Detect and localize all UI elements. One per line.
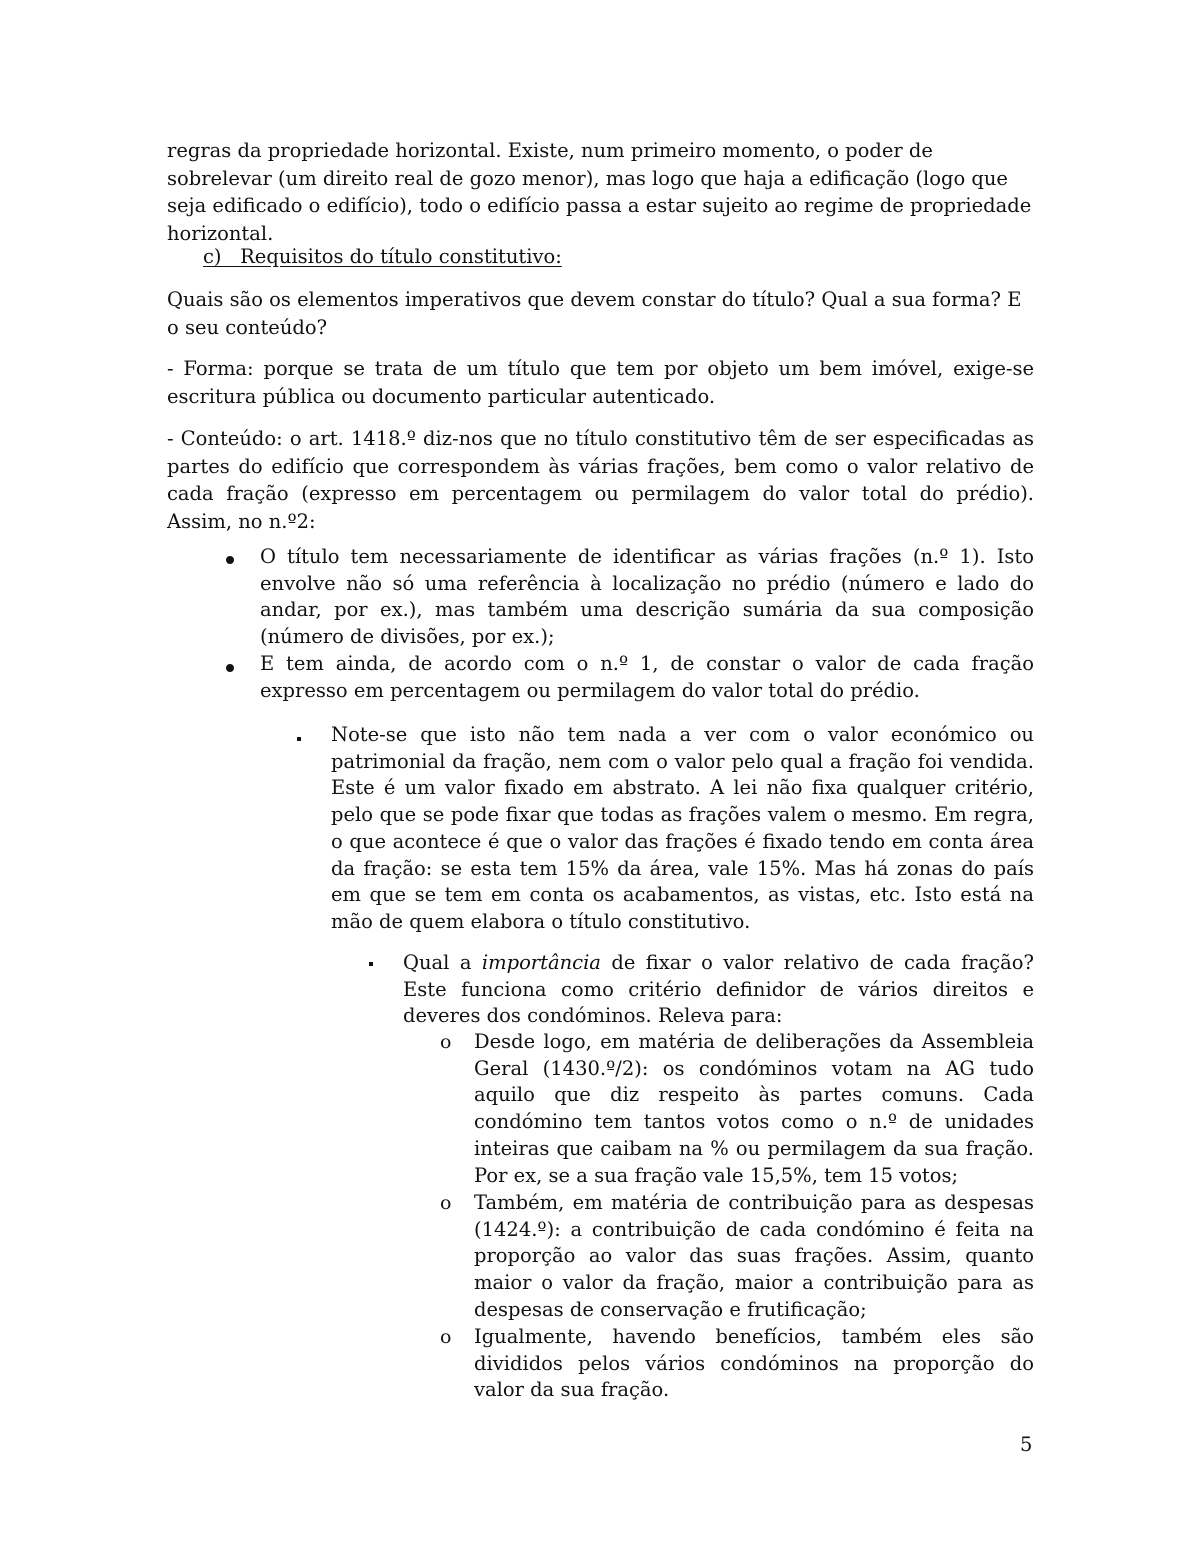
bullet-dot-icon xyxy=(226,556,234,564)
page-number: 5 xyxy=(1020,1433,1033,1456)
square-bullet-icon xyxy=(297,737,301,741)
sub-item-1: Desde logo, em matéria de deliberações da Assembleia Geral (1430.º/2): os condóminos votam na AG tudo aquilo que diz respeito às partes comuns. Cada condómino tem tantos votos como o n.º de unidades inteiras que caibam na % ou permilagem da sua fração. Por ex, se a sua fração vale 15,5%, tem 15 votos; xyxy=(474,1030,1034,1187)
question-paragraph: Quais são os elementos imperativos que devem constar do título? Qual a sua forma? E o seu conteúdo? xyxy=(167,288,1022,339)
importance-suffix: de fixar o valor relativo de cada fração? Este funciona como critério definidor de vários direitos e deveres dos condóminos. Releva para: xyxy=(403,951,1034,1028)
importance-emphasis: importância xyxy=(481,951,601,974)
bullet-item-2: E tem ainda, de acordo com o n.º 1, de constar o valor de cada fração expresso em percentagem ou permilagem do valor total do prédio. xyxy=(260,652,1034,702)
conteudo-paragraph: - Conteúdo: o art. 1418.º diz-nos que no título constitutivo têm de ser especificadas as partes do edifício que correspondem às várias frações, bem como o valor relativo de cada fração (expresso em percentagem ou permilagem do valor total do prédio). Assim, no n.º2: xyxy=(167,427,1034,533)
sub-item-3: Igualmente, havendo benefícios, também eles são divididos pelos vários condóminos na proporção do valor da sua fração. xyxy=(474,1325,1034,1402)
forma-paragraph: - Forma: porque se trata de um título que tem por objeto um bem imóvel, exige-se escritura pública ou documento particular autenticado. xyxy=(167,357,1034,408)
square-bullet-icon xyxy=(369,962,373,966)
note-item: Note-se que isto não tem nada a ver com o valor económico ou patrimonial da fração, nem com o valor pelo qual a fração foi vendida. Este é um valor fixado em abstrato. A lei não fixa qualquer critério, pelo que se pode fixar que todas as frações valem o mesmo. Em regra, o que acontece é que o valor das frações é fixado tendo em conta área da fração: se esta tem 15% da área, vale 15%. Mas há zonas do país em que se tem em conta os acabamentos, as vistas, etc. Isto está na mão de quem elabora o título constitutivo. xyxy=(331,723,1034,933)
bullet-item-1: O título tem necessariamente de identificar as várias frações (n.º 1). Isto envolve não só uma referência à localização no prédio (número e lado do andar, por ex.), mas também uma descrição sumária da sua composição (número de divisões, por ex.); xyxy=(260,545,1034,649)
importance-prefix: Qual a xyxy=(403,951,482,974)
bullet-dot-icon xyxy=(226,664,234,672)
importance-item xyxy=(403,950,1034,1030)
circle-bullet-icon: o xyxy=(440,1192,452,1214)
circle-bullet-icon: o xyxy=(440,1326,452,1348)
circle-bullet-icon: o xyxy=(440,1031,452,1053)
intro-paragraph: regras da propriedade horizontal. Existe, num primeiro momento, o poder de sobrelevar (um direito real de gozo menor), mas logo que haja a edificação (logo que seja edificado o edifício), todo o edifício passa a estar sujeito ao regime de propriedade horizontal. xyxy=(167,139,1032,245)
section-heading: c) Requisitos do título constitutivo: xyxy=(203,245,562,268)
sub-item-2: Também, em matéria de contribuição para as despesas (1424.º): a contribuição de cada condómino é feita na proporção ao valor das suas frações. Assim, quanto maior o valor da fração, maior a contribuição para as despesas de conservação e frutificação; xyxy=(474,1191,1034,1321)
